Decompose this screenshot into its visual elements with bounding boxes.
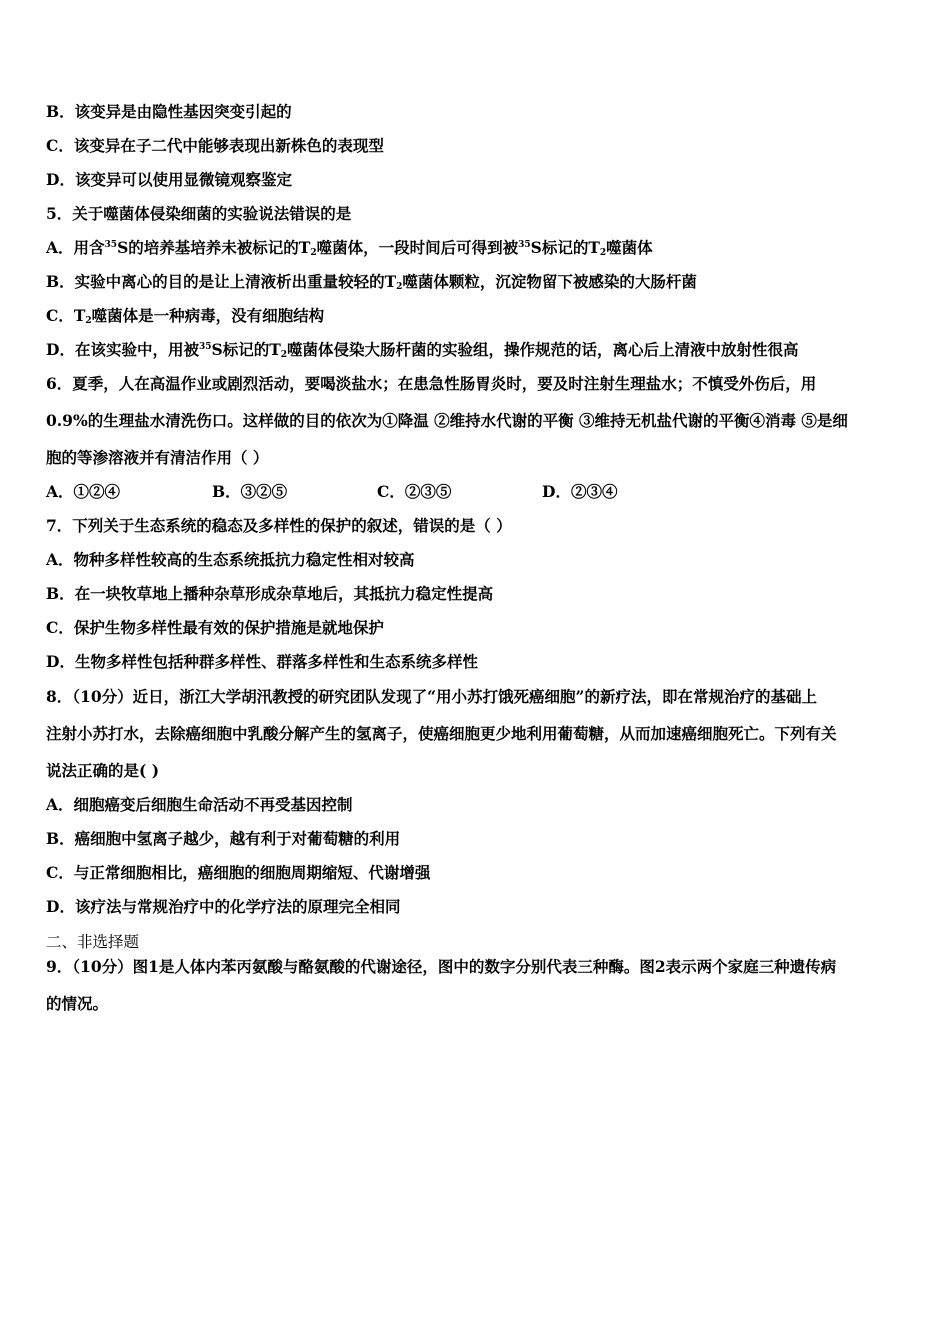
q5-option-d: [46, 340, 908, 360]
option-key: D．: [46, 652, 75, 671]
superscript: 35: [198, 342, 212, 352]
q7-option-d: [46, 652, 908, 672]
question-stem: 5．关于噬菌体侵染细菌的实验说法错误的是: [46, 204, 352, 223]
option-text: 该变异可以使用显微镜观察鉴定: [74, 170, 292, 189]
question-stem: 8．（10分）近日，浙江大学胡汛教授的研究团队发现了“用小苏打饿死癌细胞”的新疗法，即在常规治疗的基础上: [46, 687, 817, 706]
text-part: 用含: [73, 238, 105, 257]
text-part: 噬菌体，一段时间后可得到被: [316, 238, 519, 257]
option-text: 该变异在子二代中能够表现出新株色的表现型: [73, 136, 384, 155]
q6-option-a: [46, 482, 120, 502]
section-title: 二、非选择题: [46, 933, 140, 951]
option-key: C．: [46, 863, 74, 882]
question-stem: 注射小苏打水，去除癌细胞中乳酸分解产生的氢离子，使癌细胞更少地利用葡萄糖，从而加速癌细胞死亡。下列有关: [46, 724, 837, 743]
q6-options-row: [46, 482, 908, 504]
option-key: D．: [46, 170, 75, 189]
option-key: C．: [46, 136, 74, 155]
option-key: C．: [46, 618, 74, 637]
q8-option-b: [46, 829, 908, 849]
option-key: D．: [542, 482, 571, 501]
option-text: ①②④: [73, 482, 121, 501]
question-stem: 0.9%的生理盐水清洗伤口。这样做的目的依次为①降温 ②维持水代谢的平衡 ③维持无机盐代谢的平衡④消毒 ⑤是细: [46, 411, 848, 430]
option-key: D．: [46, 897, 75, 916]
option-text: 癌细胞中氢离子越少，越有利于对葡萄糖的利用: [74, 829, 401, 848]
q5-option-b: [46, 272, 908, 292]
option-text: 物种多样性较高的生态系统抵抗力稳定性相对较高: [73, 550, 415, 569]
question-stem: 的情况。: [46, 994, 109, 1013]
subscript: 2: [85, 316, 92, 326]
q7-option-b: [46, 584, 908, 604]
text-part: S标记的T: [530, 238, 600, 257]
text-part: T: [73, 306, 86, 325]
text-part: 在该实验中，用被: [74, 340, 199, 359]
option-key: B．: [46, 272, 75, 291]
q6-stem-line2: [46, 411, 908, 431]
option-key: C．: [46, 306, 74, 325]
q9-stem-line1: [46, 957, 908, 977]
option-key: A．: [46, 795, 74, 814]
text-part: 噬菌体颗粒，沉淀物留下被感染的大肠杆菌: [402, 272, 697, 291]
q5-option-c: [46, 306, 908, 326]
q5-stem: [46, 204, 908, 224]
q8-option-d: [46, 897, 908, 917]
option-text: 保护生物多样性最有效的保护措施是就地保护: [73, 618, 384, 637]
q6-option-b: [212, 482, 287, 502]
option-key: B．: [212, 482, 241, 501]
option-key: A．: [46, 482, 74, 501]
option-text: 该变异是由隐性基因突变引起的: [74, 102, 292, 121]
question-stem: 9．（10分）图1是人体内苯丙氨酸与酪氨酸的代谢途径，图中的数字分别代表三种酶。图2表示两个家庭三种遗传病: [46, 957, 837, 976]
q4-option-b: [46, 102, 908, 122]
option-text: 细胞癌变后细胞生命活动不再受基因控制: [73, 795, 353, 814]
subscript: 2: [396, 282, 403, 292]
text-part: 噬菌体: [606, 238, 653, 257]
q5-option-a: [46, 238, 908, 258]
q6-option-d: [542, 482, 617, 502]
subscript: 2: [310, 248, 317, 258]
q9-stem-line2: [46, 994, 908, 1014]
q8-stem-line2: [46, 724, 908, 744]
q8-option-a: [46, 795, 908, 815]
q7-stem: [46, 516, 908, 536]
option-key: B．: [46, 829, 75, 848]
text-part: S标记的T: [211, 340, 281, 359]
superscript: 35: [518, 240, 531, 250]
text-part: 噬菌体侵染大肠杆菌的实验组，操作规范的话，离心后上清液中放射性很高: [287, 340, 799, 359]
superscript: 35: [104, 240, 118, 250]
option-key: B．: [46, 102, 75, 121]
text-part: 实验中离心的目的是让上清液析出重量较轻的T: [74, 272, 397, 291]
section-heading: [46, 932, 908, 952]
option-text: ③②⑤: [240, 482, 288, 501]
q6-stem-line1: [46, 374, 908, 394]
text-part: S的培养基培养未被标记的T: [117, 238, 311, 257]
option-key: D．: [46, 340, 75, 359]
option-key: A．: [46, 238, 74, 257]
option-key: A．: [46, 550, 74, 569]
q7-option-c: [46, 618, 908, 638]
q8-stem-line1: [46, 687, 908, 707]
q6-stem-line3: [46, 448, 908, 468]
option-text: ②③⑤: [404, 482, 452, 501]
option-text: 与正常细胞相比，癌细胞的细胞周期缩短、代谢增强: [73, 863, 431, 882]
subscript: 2: [280, 350, 287, 360]
question-stem: 说法正确的是( ): [46, 761, 160, 780]
question-stem: 6．夏季，人在高温作业或剧烈活动，要喝淡盐水；在患急性肠胃炎时，要及时注射生理盐水；不慎受外伤后，用: [46, 374, 817, 393]
q8-option-c: [46, 863, 908, 883]
question-stem: 7．下列关于生态系统的稳态及多样性的保护的叙述，错误的是（ ）: [46, 516, 512, 535]
q8-stem-line3: [46, 761, 908, 781]
option-text: ②③④: [570, 482, 618, 501]
q4-option-d: [46, 170, 908, 190]
q4-option-c: [46, 136, 908, 156]
option-text: 生物多样性包括种群多样性、群落多样性和生态系统多样性: [74, 652, 478, 671]
question-stem: 胞的等渗溶液并有清洁作用（ ）: [46, 448, 269, 467]
q7-option-a: [46, 550, 908, 570]
subscript: 2: [599, 248, 607, 258]
text-part: 噬菌体是一种病毒，没有细胞结构: [91, 306, 325, 325]
q6-option-c: [377, 482, 451, 502]
option-key: C．: [377, 482, 405, 501]
option-text: 在一块牧草地上播种杂草形成杂草地后，其抵抗力稳定性提高: [74, 584, 494, 603]
option-text: 该疗法与常规治疗中的化学疗法的原理完全相同: [74, 897, 401, 916]
option-key: B．: [46, 584, 75, 603]
